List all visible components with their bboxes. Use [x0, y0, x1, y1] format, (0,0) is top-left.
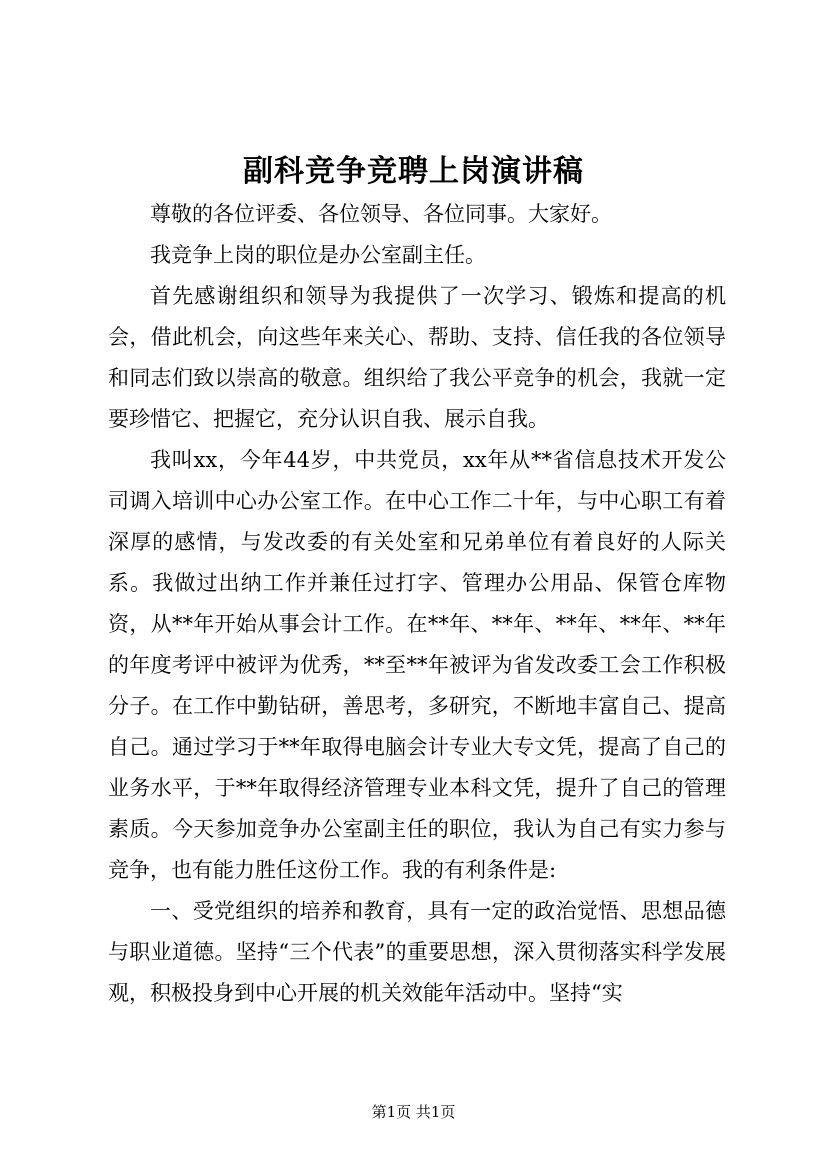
- paragraph-self-introduction: 我叫xx，今年44岁，中共党员，xx年从**省信息技术开发公司调入培训中心办公室工作。在中心工作二十年，与中心职工有着深厚的感情，与发改委的有关处室和兄弟单位有着良好的人际关系。我做过出纳工作并兼任过打字、管理办公用品、保管仓库物资，从**年开始从事会计工作。在**年、**年、**年、**年、**年的年度考评中被评为优秀，**至**年被评为省发改委工会工作积极分子。在工作中勤钻研，善思考，多研究，不断地丰富自己、提高自己。通过学习于**年取得电脑会计专业大专文凭，提高了自己的业务水平，于**年取得经济管理专业本科文凭，提升了自己的管理素质。今天参加竞争办公室副主任的职位，我认为自己有实力参与竞争，也有能力胜任这份工作。我的有利条件是:: [108, 448, 726, 882]
- page-number-footer: 第1页 共1页: [371, 1103, 456, 1121]
- paragraph-greeting: 尊敬的各位评委、各位领导、各位同事。大家好。: [150, 202, 612, 226]
- paragraph-position: 我竞争上岗的职位是办公室副主任。: [150, 243, 486, 267]
- document-body: [108, 194, 726, 1014]
- paragraph-condition-one: 一、受党组织的培养和教育，具有一定的政治觉悟、思想品德与职业道德。坚持“三个代表”的重要思想，深入贯彻落实科学发展观，积极投身到中心开展的机关效能年活动中。坚持“实: [108, 899, 726, 1005]
- paragraph-thanks: 首先感谢组织和领导为我提供了一次学习、锻炼和提高的机会，借此机会，向这些年来关心、帮助、支持、信任我的各位领导和同志们致以崇高的敬意。组织给了我公平竞争的机会，我就一定要珍惜它、把握它，充分认识自我、展示自我。: [108, 284, 726, 431]
- document-title: 副科竞争竞聘上岗演讲稿: [243, 154, 584, 189]
